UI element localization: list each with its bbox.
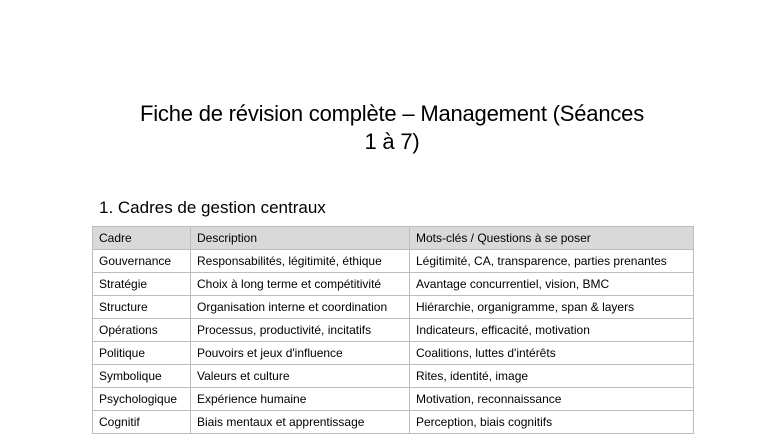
cell-description: Responsabilités, légitimité, éthique [191,250,410,273]
cell-keywords: Perception, biais cognitifs [410,411,694,434]
cell-keywords: Hiérarchie, organigramme, span & layers [410,296,694,319]
cell-description: Pouvoirs et jeux d'influence [191,342,410,365]
cell-cadre: Politique [93,342,191,365]
table-row [93,411,694,434]
table-row [93,250,694,273]
cell-description: Choix à long terme et compétitivité [191,273,410,296]
frameworks-table [92,226,694,434]
table-row [93,365,694,388]
cell-cadre: Gouvernance [93,250,191,273]
cell-keywords: Rites, identité, image [410,365,694,388]
table-row [93,388,694,411]
table-header-row [93,227,694,250]
cell-keywords: Coalitions, luttes d'intérêts [410,342,694,365]
cell-cadre: Opérations [93,319,191,342]
cell-keywords: Indicateurs, efficacité, motivation [410,319,694,342]
table-row [93,342,694,365]
section-heading: 1. Cadres de gestion centraux [99,198,326,217]
table-row [93,273,694,296]
column-header-cadre: Cadre [93,227,191,250]
table-row [93,319,694,342]
title-line-1: Fiche de révision complète – Management (Séances [139,101,644,126]
column-header-keywords: Mots-clés / Questions à se poser [410,227,694,250]
cell-cadre: Cognitif [93,411,191,434]
cell-description: Valeurs et culture [191,365,410,388]
cell-description: Organisation interne et coordination [191,296,410,319]
table-row [93,296,694,319]
title-line-2: 1 à 7) [364,129,420,154]
cell-cadre: Structure [93,296,191,319]
cell-keywords: Avantage concurrentiel, vision, BMC [410,273,694,296]
cell-cadre: Symbolique [93,365,191,388]
cell-cadre: Stratégie [93,273,191,296]
page-title [92,100,692,156]
cell-description: Biais mentaux et apprentissage [191,411,410,434]
cell-keywords: Légitimité, CA, transparence, parties prenantes [410,250,694,273]
column-header-description: Description [191,227,410,250]
cell-description: Processus, productivité, incitatifs [191,319,410,342]
cell-keywords: Motivation, reconnaissance [410,388,694,411]
cell-cadre: Psychologique [93,388,191,411]
cell-description: Expérience humaine [191,388,410,411]
